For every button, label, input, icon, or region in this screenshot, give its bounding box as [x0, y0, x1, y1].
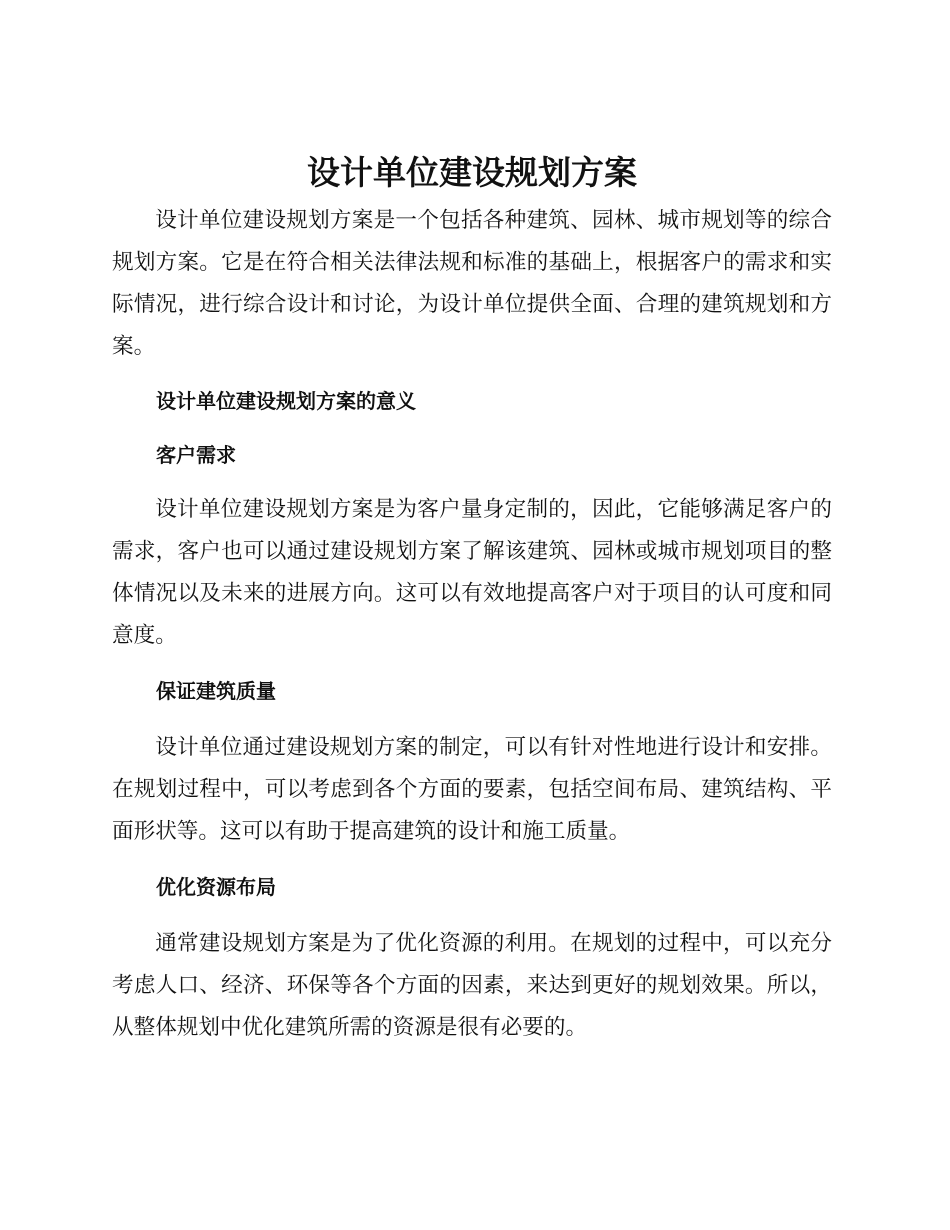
subheading-resource-layout: 优化资源布局 — [156, 875, 276, 899]
intro-paragraph: 设计单位建设规划方案是一个包括各种建筑、园林、城市规划等的综合规划方案。它是在符合相关法律法规和标准的基础上，根据客户的需求和实际情况，进行综合设计和讨论，为设计单位提供全面、合理的建筑规划和方案。 — [112, 208, 832, 359]
subheading-client-needs: 客户需求 — [156, 443, 236, 467]
document-title: 设计单位建设规划方案 — [307, 153, 637, 192]
paragraph-resource-layout: 通常建设规划方案是为了优化资源的利用。在规划的过程中，可以充分考虑人口、经济、环保等各个方面的因素，来达到更好的规划效果。所以，从整体规划中优化建筑所需的资源是很有必要的。 — [112, 931, 832, 1040]
subheading-building-quality: 保证建筑质量 — [156, 679, 276, 703]
section-heading-meaning: 设计单位建设规划方案的意义 — [156, 389, 416, 413]
paragraph-client-needs: 设计单位建设规划方案是为客户量身定制的，因此，它能够满足客户的需求，客户也可以通过建设规划方案了解该建筑、园林或城市规划项目的整体情况以及未来的进展方向。这可以有效地提高客户对于项目的认可度和同意度。 — [112, 497, 832, 648]
paragraph-building-quality: 设计单位通过建设规划方案的制定，可以有针对性地进行设计和安排。在规划过程中，可以考虑到各个方面的要素，包括空间布局、建筑结构、平面形状等。这可以有助于提高建筑的设计和施工质量。 — [112, 735, 832, 844]
document-page — [112, 150, 832, 1049]
